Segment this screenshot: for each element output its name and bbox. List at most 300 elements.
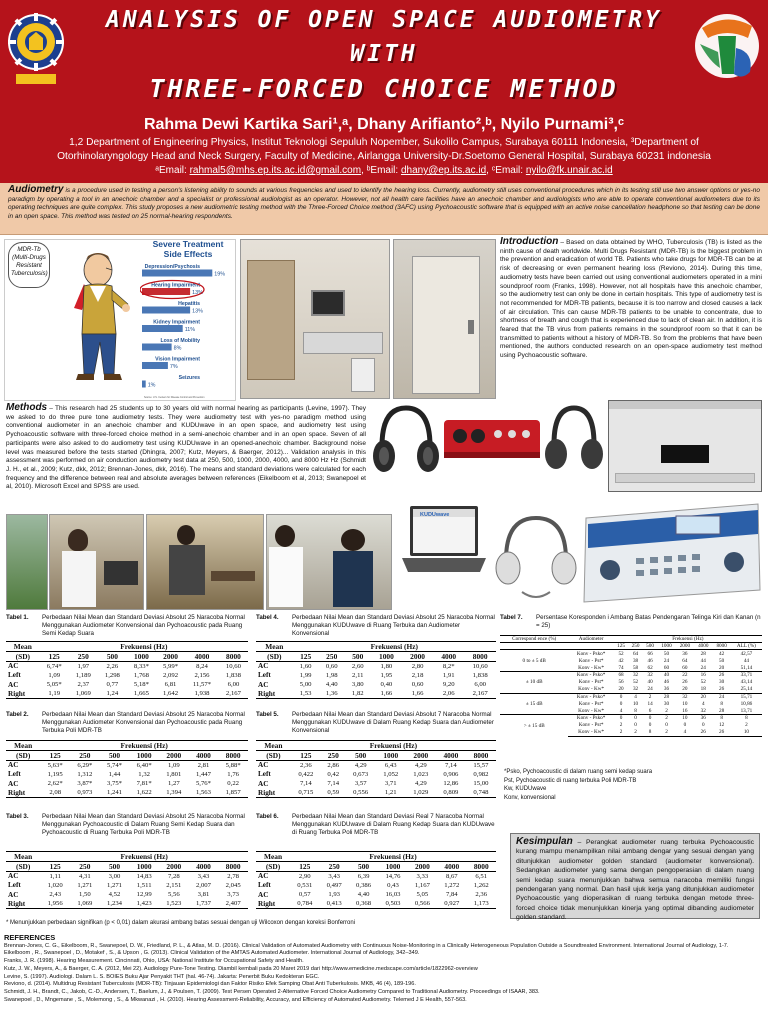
row-label: AC xyxy=(258,890,269,899)
chart-bar xyxy=(142,344,172,351)
table-cell: Konv - Psko* xyxy=(568,650,613,657)
table2-caption xyxy=(6,711,250,735)
table-cell: 12 xyxy=(719,722,725,729)
frequency-col-header: 8000 xyxy=(218,862,248,872)
frequency-col-header: 8000 xyxy=(466,751,496,761)
table-cell: Konv - Psko* xyxy=(568,671,613,678)
table-cell: 24 xyxy=(712,693,730,700)
table-cell: 7,14 xyxy=(327,780,340,788)
table-cell: 2 xyxy=(628,729,643,736)
table2-caption-text: Perbedaan Nilai Mean dan Standard Deviasi Absolut 25 Naracoba Normal Menggunakan Audiometer Konvensional dan Pychoacoustic pada Ruang Terbuka Poli MDR-TB xyxy=(42,711,245,734)
chart-category-label: Kidney Impairment xyxy=(153,319,200,326)
participant-body xyxy=(62,551,96,607)
table-cell: 8 xyxy=(731,715,762,722)
table-cell: 3,80 xyxy=(351,681,364,689)
table-cell: 4 xyxy=(628,693,643,700)
table3-label: Tabel 3. xyxy=(6,813,29,820)
table-cell: 2 xyxy=(665,707,668,714)
table-cell: 1,523 xyxy=(159,899,189,908)
t7-frequency-col: 250 xyxy=(628,643,643,650)
row-label: AC xyxy=(258,680,269,689)
abstract-heading: Audiometry xyxy=(8,184,64,195)
chart-value-label: 11% xyxy=(184,327,196,333)
mean-header: Mean xyxy=(6,642,40,652)
table-cell: 3,73 xyxy=(227,891,239,899)
table-row xyxy=(500,693,762,700)
table-cell: 74 xyxy=(618,664,624,671)
room-door xyxy=(247,260,295,380)
table-cell: 1,50 xyxy=(78,891,91,899)
frequency-col-header: 4000 xyxy=(436,751,466,761)
frequency-col-header: 8000 xyxy=(219,652,248,662)
table-cell: 1,563 xyxy=(189,788,219,797)
table-cell: Konv - Pst* xyxy=(578,679,604,686)
table-cell: 7,14 xyxy=(299,780,312,788)
table-cell: 1,95 xyxy=(380,671,393,679)
table-cell: 1,956 xyxy=(40,899,70,908)
table-cell: 8 xyxy=(643,729,658,736)
table-cell: 30 xyxy=(663,700,670,707)
table-row xyxy=(256,662,496,671)
frequency-col-header: 1000 xyxy=(376,751,406,761)
sd-header: (SD) xyxy=(6,862,40,872)
table-cell: 0,42 xyxy=(327,770,340,778)
frequency-col-header: 250 xyxy=(70,862,100,872)
row-label: AC xyxy=(258,779,269,788)
methods-text: – This research had 25 students up to 30 years old with normal hearing as participants (Levine, 1997). They we asked to do three pure tone audiometry tests. They were audiometry test with yes-no paradigm method using conventional audiometer in an anechoic chamber and KUDUwave in an open space, and audiometry test using Pychoacoustic software with three-forced choice method in a semi-anechoic chamber and in an open space. Seven of all participants were also asked to do audiometry test using KUDUwave in an opened-anechoic chamber. Background noise level was measured before the tests started (Dhingra, 2007; Kutz, Meyers, & Baerger, 2012)... Validation analysis in this assessment was performed on air conduction audiometry test data at 250, 500, 1000, 2000, 4000, and 8000 Hz Hz (Schmidt J. H., et al., 2009; Kutz, dkk, 2012; Brennan-Jones, dkk, 2016). The means and standard deviations were calculated for each frequency and the difference between real and absolute averages between references (Eikelboom et al, 2013; Swanepoel et al, 2010). Microsoft Excel and SPSS are used. xyxy=(6,405,366,491)
table-cell: 1,312 xyxy=(77,770,93,778)
table-cell: 1,052 xyxy=(383,770,399,778)
row-label: Left xyxy=(8,881,21,890)
conventional-audiometer-image xyxy=(580,494,764,612)
table-cell: 26 xyxy=(712,729,730,736)
table-cell: 24 xyxy=(700,664,706,671)
table-cell: 1,99 xyxy=(299,671,312,679)
table-cell: 26 xyxy=(682,679,688,686)
table-cell: 1,768 xyxy=(133,671,149,679)
table-cell: 0,809 xyxy=(436,788,466,797)
table-cell: 8,24 xyxy=(185,662,219,671)
table-cell: 42 xyxy=(712,650,730,657)
table-row xyxy=(6,788,248,797)
table-cell: 24 xyxy=(663,657,670,664)
table-cell: 10 xyxy=(676,715,694,722)
introduction-text: – Based on data obtained by WHO, Tuberculosis (TB) is listed as the ninth cause of death worldwide. Multi Drugs Resistant (MDR-TB) is the biggest problem in the prevention and eradication of world TB. Patients who take drugs for MDR-TB can be at risk of decreasing or even permanent hearing loss (Reviono, 2014). During this time, audiometry tests have been carried out using conventional audiometers operated in a mini soundproof room (Franks, 1998). However, not all hospitals have this anechoic chamber, so the audiometry test can only be done in certain hospitals. This type of audiometry test is not recommended for MDR-TB patients, because it is too narrow and closed causes a lack of air circulation. This can cause MDR-TB patients to be unable to concentrate, due to shortness of breath and cough that is experienced due to lack of clean air. In addition, it is feared that the TB virus from patients remains in the soundproof room so that it can be transmitted to patients without a history of MDR-TB. So from the problems that have been mentioned, the authors conducted research on an open-space audiometry test method using Pychoacoustic software. xyxy=(500,239,762,360)
table-cell: 2,151 xyxy=(166,881,182,889)
table-cell: 0 xyxy=(648,722,652,729)
row-label: AC xyxy=(256,872,290,881)
email-c-link[interactable]: nyilo@fk.unair.ac.id xyxy=(525,165,613,176)
table-cell: 1,857 xyxy=(218,788,248,797)
table-cell: 1,195 xyxy=(47,770,63,778)
table-cell: Konv - Kw* xyxy=(578,707,605,714)
t7-col-header: Audiometer xyxy=(568,636,613,643)
table-cell: 1,76 xyxy=(227,770,239,778)
frequency-col-header: 2000 xyxy=(408,862,437,872)
row-label: AC xyxy=(256,761,291,770)
table7-caption-text: Persentase Koresponden i Ambang Batas Pendengaran Telinga Kiri dan Kanan (n = 25) xyxy=(536,614,761,629)
table6-label: Tabel 6. xyxy=(256,813,279,820)
chart-value-label: 13% xyxy=(192,308,203,315)
desk xyxy=(211,571,255,581)
table-cell: 20 xyxy=(618,686,624,693)
chart-value-label: 13% xyxy=(192,290,203,296)
table7-note: *Psko, Pychoacoustic di dalam ruang semi kedap suara xyxy=(504,769,653,775)
table-cell: 64 xyxy=(628,650,643,657)
affiliations xyxy=(14,136,754,164)
soundproof-booth-photo xyxy=(393,239,496,399)
table-cell: 1,234 xyxy=(100,899,130,908)
table-cell: 1,167 xyxy=(414,881,430,889)
mean-header: Mean xyxy=(6,852,40,862)
table-cell: 1,271 xyxy=(77,881,93,889)
table3 xyxy=(6,851,248,909)
table-cell: 1,98 xyxy=(325,671,338,679)
table-cell: 4 xyxy=(619,707,623,714)
table-cell: 60 xyxy=(682,664,688,671)
table-cell: 46 xyxy=(663,679,670,686)
chart-bar xyxy=(142,307,190,314)
table-cell: 6,43 xyxy=(376,761,406,770)
frequency-col-header: 1000 xyxy=(129,751,159,761)
chart-bar xyxy=(142,270,212,277)
table-cell: 1,93 xyxy=(328,891,341,899)
tables-footnote: * Menunjukkan perbedaan signifikan (p < 0,01) dalam akurasi ambang batas sesuai dengan uji Wilcoxon dengan koreksi Bonferroni xyxy=(6,920,356,926)
table5-label: Tabel 5. xyxy=(256,711,279,718)
table-cell: 28 xyxy=(694,650,712,657)
table-cell: 5,76* xyxy=(195,780,211,788)
table-cell: 3,43 xyxy=(319,872,348,881)
table-row xyxy=(256,890,496,899)
t7-group-label: > ± 15 dB xyxy=(500,715,568,737)
semi-anechoic-test-photo xyxy=(146,514,264,610)
table-cell: 7,81* xyxy=(136,780,152,788)
table4-caption-text: Perbedaan Nilai Mean dan Standard Deviasi Absolut 25 Naracoba Normal Menggunakan KUDUwave di Ruang Terbuka dan Audiometer Konvensional xyxy=(292,614,495,637)
table7-label: Tabel 7. xyxy=(500,614,523,621)
table-cell: 12,86 xyxy=(443,780,459,788)
table-cell: 0,556 xyxy=(346,788,376,797)
table-row xyxy=(256,671,496,680)
emails: ᵃEmail: rahmal5@mhs.ep.its.ac.id@gmail.com, ᵇEmail: dhany@ep.its.ac.id, ᶜEmail: nyilo@fk.unair.ac.id xyxy=(155,165,613,176)
row-label: Right xyxy=(256,689,293,698)
email-c-label: ᶜEmail: xyxy=(491,165,524,176)
row-label: Left xyxy=(8,671,21,680)
table-cell: 62 xyxy=(647,664,653,671)
table-cell: 56 xyxy=(618,679,624,686)
email-b-link[interactable]: dhany@ep.its.ac.id xyxy=(400,165,487,176)
row-label: AC xyxy=(6,761,40,770)
table-cell: 0,982 xyxy=(473,770,489,778)
table-cell: 0,22 xyxy=(227,780,239,788)
frequency-col-header: 2000 xyxy=(156,652,185,662)
table-cell: 68 xyxy=(614,671,629,678)
table4 xyxy=(256,641,496,699)
table-cell: 4 xyxy=(701,700,705,707)
mean-header: Mean xyxy=(256,741,291,751)
chart-category-label: Vision Impairment xyxy=(155,356,200,363)
table-cell: 8 xyxy=(634,707,637,714)
table-cell: 2,18 xyxy=(411,671,424,679)
mean-header: Mean xyxy=(6,741,40,751)
t7-group-label: ± 10 dB xyxy=(500,671,568,693)
participant-body-2 xyxy=(169,545,205,595)
email-a-link[interactable]: rahmal5@mhs.ep.its.ac.id@gmail.com xyxy=(189,165,362,176)
table4-label: Tabel 4. xyxy=(256,614,279,621)
table-cell: 1,737 xyxy=(189,899,219,908)
chart-source-note: Source: U.S. Centers for Disease Control and Prevention xyxy=(144,396,205,399)
table-cell: 2 xyxy=(619,722,623,729)
frequency-col-header: 500 xyxy=(100,751,130,761)
software-button-row xyxy=(615,473,755,483)
chart-category-label: Loss of Mobility xyxy=(160,338,200,344)
anechoic-room-photo xyxy=(240,239,390,399)
table-row xyxy=(256,779,496,788)
table-cell: 2,007 xyxy=(195,881,211,889)
frequency-col-header: 1000 xyxy=(127,652,156,662)
reference-item: Swanepoel , D., Mngemane , S., Molemong , S., & Mkwanazi , H. (2010). Hearing Assessment-Reliability, Accuracy, and Efficiency of Automated Audiometry. Telemed J E Health, 557-563. xyxy=(4,996,467,1003)
table-cell: 4 xyxy=(676,729,694,736)
table-cell: 0,60 xyxy=(319,662,345,671)
table-cell: 0,59 xyxy=(321,788,346,797)
laptop xyxy=(104,561,138,585)
mean-header: Mean xyxy=(256,642,293,652)
table-cell: 0 xyxy=(614,715,629,722)
reference-item: Levine, S. (1997). Audiologi. Dalam L. S. BOIES Buku Ajar Penyakit THT (hal. 46-74). Jakarta: Penerbit Buku Kedokteran EGC. xyxy=(4,973,320,980)
frequency-col-header: 500 xyxy=(349,862,378,872)
table-cell: 36 xyxy=(676,650,694,657)
frequency-header: Frekuensi (Hz) xyxy=(40,852,248,862)
table7-caption xyxy=(500,614,762,630)
table-cell: 22 xyxy=(676,671,694,678)
table-cell: 2,26 xyxy=(98,662,127,671)
frequency-col-header: 4000 xyxy=(189,862,219,872)
table-cell: 18 xyxy=(700,686,706,693)
table-cell: 1,622 xyxy=(129,788,159,797)
frequency-col-header: 125 xyxy=(293,652,319,662)
table-cell: 5,05 xyxy=(416,891,429,899)
table-cell: 1,262 xyxy=(473,881,489,889)
table-cell: 12,99 xyxy=(136,891,152,899)
open-space-test-photo xyxy=(49,514,144,610)
table-cell: 5,63* xyxy=(40,761,70,770)
table3-caption xyxy=(6,813,250,837)
table-cell: 6,39 xyxy=(349,872,378,881)
table-cell: 1,023 xyxy=(413,770,429,778)
row-label: Left xyxy=(258,671,271,680)
table-cell: 44 xyxy=(743,657,749,664)
side-effects-chart xyxy=(140,239,236,401)
frequency-col-header: 500 xyxy=(345,652,371,662)
table-cell: 6,74* xyxy=(40,662,69,671)
booth-handle xyxy=(468,320,474,334)
frequency-col-header: 125 xyxy=(291,751,321,761)
table-cell: 1,272 xyxy=(444,881,460,889)
table-cell: 10,60 xyxy=(219,662,248,671)
frequency-col-header: 500 xyxy=(100,862,130,872)
chart-value-label: 19% xyxy=(214,271,226,278)
table-cell: 36 xyxy=(663,686,670,693)
table-cell: 0,784 xyxy=(290,899,319,908)
table-cell: 1,020 xyxy=(47,881,63,889)
reference-item: Franks, J. R. (1998). Hearing Measurement. Cincinnati, Ohio, USA: National Institute for Occupational Safety and Health. xyxy=(4,958,304,965)
table-cell: Konv - Kw* xyxy=(578,686,605,693)
methods-heading: Methods xyxy=(6,402,48,413)
row-label: Right xyxy=(256,788,291,797)
table-cell: 0,413 xyxy=(319,899,348,908)
table-cell: 1,173 xyxy=(467,899,497,908)
table-cell: 2 xyxy=(657,729,675,736)
table-cell: 32 xyxy=(632,686,639,693)
table-cell: 0,531 xyxy=(297,881,313,889)
table-cell: 0,40 xyxy=(380,681,393,689)
table-cell: Konv - Kw* xyxy=(578,664,605,671)
table-cell: 0,715 xyxy=(291,788,321,797)
chart-category-label: Hepatitis xyxy=(178,301,200,307)
frequency-col-header: 250 xyxy=(321,751,346,761)
table-row xyxy=(6,761,248,770)
frequency-header: Frekuensi (Hz) xyxy=(293,642,496,652)
mean-header: Mean xyxy=(256,852,290,862)
table-cell: 44 xyxy=(700,657,706,664)
table-cell: 7,28 xyxy=(159,872,189,881)
frequency-col-header: 8000 xyxy=(467,862,497,872)
frequency-col-header: 4000 xyxy=(189,751,219,761)
frequency-col-header: 125 xyxy=(40,751,70,761)
table-cell: 26 xyxy=(694,729,712,736)
t7-group-label: ± 15 dB xyxy=(500,693,568,715)
participant-body-3 xyxy=(333,551,373,607)
table-cell: 1,029 xyxy=(406,788,436,797)
table-cell: 3,87* xyxy=(77,780,93,788)
abstract xyxy=(0,183,768,235)
table-cell: 1,80 xyxy=(371,662,402,671)
table-cell: 32 xyxy=(700,707,706,714)
table-cell: 2,60 xyxy=(345,662,371,671)
chart-category-label: Seizures xyxy=(178,375,200,381)
table-cell: 0,503 xyxy=(378,899,407,908)
table-cell: 58 xyxy=(632,664,639,671)
table-cell: 7,14 xyxy=(436,761,466,770)
frequency-col-header: 2000 xyxy=(406,751,436,761)
table-cell: 1,66 xyxy=(402,689,433,698)
mdr-tb-speech-bubble: MDR-Tb (Multi-Drugs Resistant Tuberculosis) xyxy=(8,242,50,288)
chart-title-line-2: Side Effects xyxy=(163,249,213,259)
frequency-col-header: 1000 xyxy=(378,862,407,872)
table-cell: 42,57 xyxy=(731,650,762,657)
sick-person-illustration xyxy=(54,246,146,396)
table-cell: 66 xyxy=(643,650,658,657)
frequency-header: Frekuensi (Hz) xyxy=(290,852,496,862)
frequency-col-header: 2000 xyxy=(402,652,433,662)
frequency-col-header: 250 xyxy=(70,751,100,761)
table-cell: 5,99* xyxy=(156,662,185,671)
row-label: Right xyxy=(6,899,40,908)
table-cell: 33,71 xyxy=(731,671,762,678)
table-cell: Konv - Psko* xyxy=(568,693,613,700)
table-cell: 2,43 xyxy=(49,891,62,899)
software-display xyxy=(661,445,709,463)
table-cell: 8 xyxy=(720,700,723,707)
table-cell: 5,05* xyxy=(46,681,62,689)
psychoacoustic-software-screenshot xyxy=(608,400,762,492)
table-cell: 1,069 xyxy=(70,899,100,908)
participant-head-2 xyxy=(177,525,195,545)
table-cell: 4,40 xyxy=(325,681,338,689)
table5-caption xyxy=(256,711,496,735)
table-cell: Konv - Kw* xyxy=(568,729,613,736)
anc-headphones-image xyxy=(542,400,606,480)
table-cell: 1,394 xyxy=(159,788,189,797)
table-cell: 32 xyxy=(643,671,658,678)
table-cell: 11,57* xyxy=(192,681,212,689)
outdoor-photo xyxy=(6,514,48,610)
frequency-col-header: 2000 xyxy=(159,751,189,761)
row-label: AC xyxy=(256,662,293,671)
table-cell: 16,03 xyxy=(385,891,401,899)
software-titlebar xyxy=(609,401,761,409)
table-cell: 1,19 xyxy=(40,689,69,698)
table-cell: 0,60 xyxy=(411,681,424,689)
table-cell: 46 xyxy=(647,657,653,664)
table-cell: 1,298 xyxy=(104,671,120,679)
chart-category-label: Hearing Impairment xyxy=(151,282,200,289)
table-row xyxy=(256,761,496,770)
t7-frequency-col: 4000 xyxy=(694,643,712,650)
table-cell: 0,43 xyxy=(387,881,399,889)
references xyxy=(4,934,764,1004)
headphones-image xyxy=(370,400,442,486)
row-label: AC xyxy=(8,680,19,689)
introduction-heading: Introduction xyxy=(500,236,559,247)
chart-value-label: 1% xyxy=(147,382,156,389)
frequency-col-header: 250 xyxy=(319,862,348,872)
table-cell: 0 xyxy=(665,722,668,729)
engineering-physics-logo xyxy=(690,8,764,90)
table-cell: 2 xyxy=(614,729,629,736)
table-cell: 3,57 xyxy=(354,780,367,788)
table-row xyxy=(6,872,248,881)
t7-col-header: Correspond ence (%) xyxy=(500,636,568,643)
table-cell: 52 xyxy=(700,679,706,686)
table-cell: 10,60 xyxy=(464,662,496,671)
row-label: Left xyxy=(258,770,271,779)
table-cell: 2,36 xyxy=(475,891,488,899)
table-row xyxy=(6,662,248,671)
table-cell: 2 xyxy=(643,693,658,700)
conclusion-box xyxy=(510,833,760,922)
table7-notes xyxy=(504,768,762,802)
table-cell: 1,27 xyxy=(167,780,180,788)
table-cell: 0,497 xyxy=(326,881,342,889)
table-cell: 6,00 xyxy=(474,681,487,689)
t7-frequency-col: 1000 xyxy=(657,643,675,650)
table-cell: 1,423 xyxy=(129,899,159,908)
table-cell: 0 xyxy=(614,693,629,700)
table-cell: 43,14 xyxy=(740,679,753,686)
table-cell: 3,75* xyxy=(106,780,123,788)
table-cell: 0,906 xyxy=(443,770,459,778)
chart-bar xyxy=(142,381,146,388)
sd-header: (SD) xyxy=(6,751,40,761)
table-cell: 30 xyxy=(719,679,725,686)
frequency-col-header: 1000 xyxy=(371,652,402,662)
table-cell: 0,77 xyxy=(106,681,119,689)
reference-item: Eikelboom , R., Swanepoel , D., Motakef , S., & Upson , G. (2013). Clinical Validation of the AMTAS Automated Audiometer. International Journal of Audiology, 342–349. xyxy=(4,950,420,957)
table-cell: 9,20 xyxy=(442,681,455,689)
table-cell: 14,83 xyxy=(129,872,159,881)
table-cell: 2,156 xyxy=(194,671,210,679)
table-cell: Konv - Pst* xyxy=(578,657,604,664)
